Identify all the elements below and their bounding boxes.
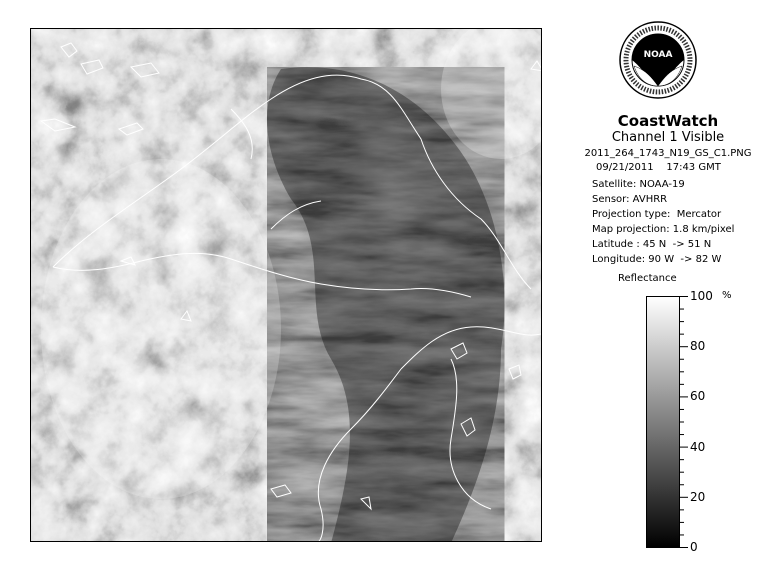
channel-subtitle: Channel 1 Visible — [611, 130, 725, 145]
brand-title: CoastWatch — [617, 112, 719, 130]
colorbar-tick-label: 100 — [690, 289, 713, 303]
colorbar-unit: % — [722, 290, 732, 301]
colorbar — [646, 296, 680, 548]
satellite-label: Satellite: NOAA-19 — [592, 179, 685, 190]
colorbar-label: Reflectance — [618, 273, 677, 284]
colorbar-tick-label: 80 — [690, 339, 706, 354]
noaa-logo — [618, 20, 698, 100]
colorbar-tick-label: 20 — [690, 489, 706, 504]
filename-label: 2011_264_1743_N19_GS_C1.PNG — [584, 148, 752, 159]
latitude-label: Latitude : 45 N -> 51 N — [592, 239, 712, 250]
logo-text: NOAA — [643, 50, 673, 60]
colorbar-tick-label: 40 — [690, 439, 706, 454]
colorbar-tick-label: 0 — [690, 540, 698, 554]
datetime-label: 09/21/2011 17:43 GMT — [596, 162, 721, 173]
sensor-label: Sensor: AVHRR — [592, 194, 668, 205]
colorbar-ticks — [680, 296, 740, 548]
longitude-label: Longitude: 90 W -> 82 W — [592, 254, 722, 265]
satellite-image — [30, 28, 542, 542]
colorbar-tick-label: 60 — [690, 389, 706, 404]
projection-type-label: Projection type: Mercator — [592, 209, 722, 220]
map-projection-label: Map projection: 1.8 km/pixel — [592, 224, 735, 235]
